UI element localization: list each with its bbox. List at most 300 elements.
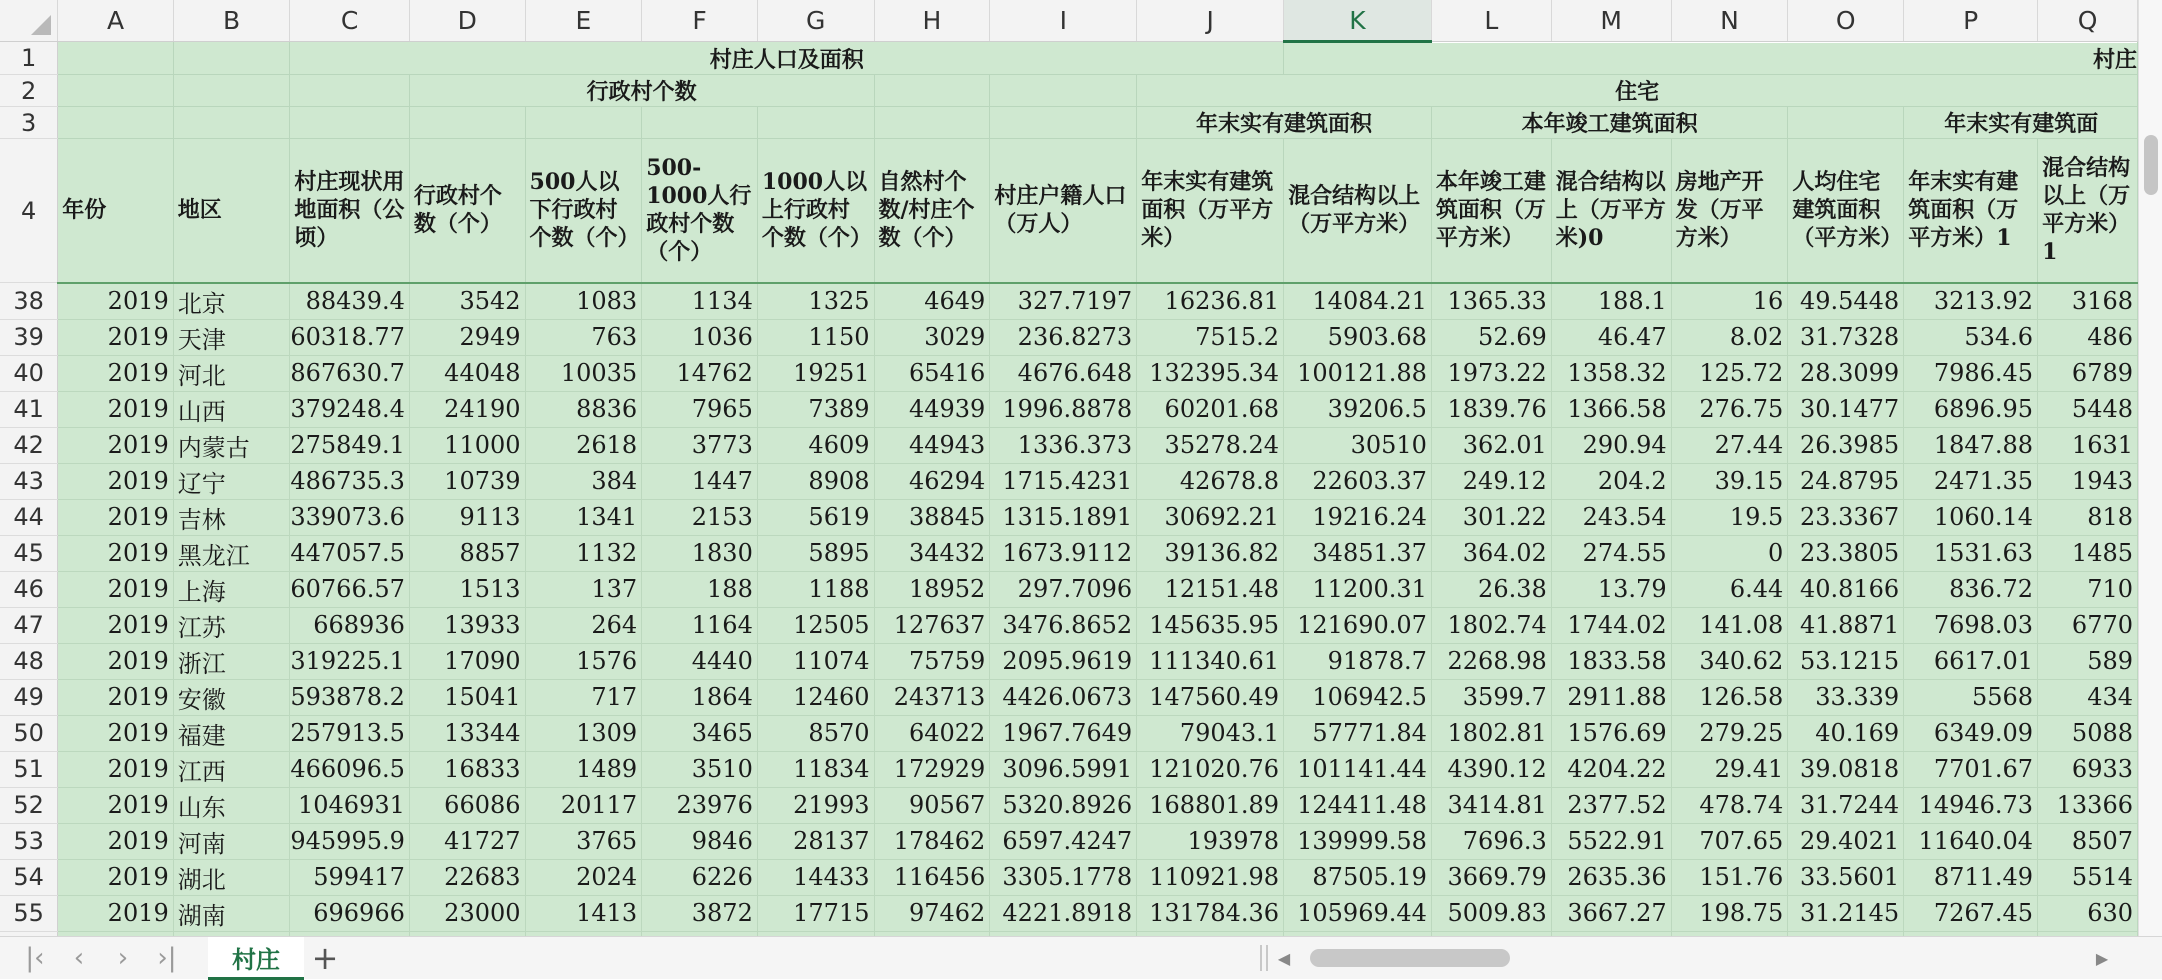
row-number[interactable]: 44 <box>0 499 58 535</box>
row-number[interactable]: 49 <box>0 679 58 715</box>
cell[interactable]: 1744.02 <box>1551 607 1671 643</box>
cell[interactable]: 福建 <box>173 715 290 751</box>
cell[interactable]: 1830 <box>642 535 758 571</box>
cell[interactable]: 2019 <box>58 607 174 643</box>
cell[interactable]: 6597.4247 <box>990 823 1137 859</box>
cell[interactable]: 19.5 <box>1671 499 1788 535</box>
cell[interactable]: 3305.1778 <box>990 859 1137 895</box>
cell[interactable]: 1336.373 <box>990 427 1137 463</box>
row-number[interactable]: 1 <box>0 42 58 75</box>
cell[interactable]: 14762 <box>642 355 758 391</box>
cell[interactable]: 178462 <box>874 823 990 859</box>
row-number[interactable]: 45 <box>0 535 58 571</box>
cell[interactable]: 1447 <box>642 463 758 499</box>
column-header-d[interactable]: D <box>409 0 525 42</box>
cell[interactable]: 836.72 <box>1904 571 2038 607</box>
cell[interactable]: 1358.32 <box>1551 355 1671 391</box>
cell[interactable]: 75759 <box>874 643 990 679</box>
cell[interactable]: 21993 <box>757 787 874 823</box>
cell[interactable]: 6789 <box>2038 355 2138 391</box>
row-number[interactable]: 50 <box>0 715 58 751</box>
row-number[interactable]: 53 <box>0 823 58 859</box>
cell[interactable]: 1489 <box>525 751 642 787</box>
cell[interactable]: 297.7096 <box>990 571 1137 607</box>
cell[interactable]: 5320.8926 <box>990 787 1137 823</box>
cell[interactable]: 14946.73 <box>1904 787 2038 823</box>
cell[interactable]: 9113 <box>409 499 525 535</box>
cell[interactable]: 818 <box>2038 499 2138 535</box>
cell[interactable]: 河南 <box>173 823 290 859</box>
cell[interactable]: 4204.22 <box>1551 751 1671 787</box>
cell[interactable]: 379248.4 <box>290 391 410 427</box>
cell[interactable]: 106942.5 <box>1284 679 1432 715</box>
cell[interactable]: 12460 <box>757 679 874 715</box>
cell[interactable]: 39.0818 <box>1788 751 1904 787</box>
cell[interactable]: 249.12 <box>1431 463 1551 499</box>
row-number[interactable]: 4 <box>0 139 58 283</box>
row-number[interactable]: 38 <box>0 283 58 320</box>
cell[interactable] <box>1788 107 1904 139</box>
cell[interactable]: 486 <box>2038 319 2138 355</box>
column-header-q[interactable]: Q <box>2038 0 2138 42</box>
cell[interactable]: 4649 <box>874 283 990 320</box>
cell[interactable]: 3476.8652 <box>990 607 1137 643</box>
cell[interactable]: 593878.2 <box>290 679 410 715</box>
cell[interactable]: 1864 <box>642 679 758 715</box>
column-header-n[interactable]: N <box>1671 0 1788 42</box>
cell[interactable]: 198.75 <box>1671 895 1788 931</box>
cell[interactable]: 22683 <box>409 859 525 895</box>
cell[interactable]: 5514 <box>2038 859 2138 895</box>
column-label[interactable]: 年份 <box>58 139 174 283</box>
cell[interactable]: 8908 <box>757 463 874 499</box>
cell[interactable]: 137 <box>525 571 642 607</box>
cell[interactable]: 264 <box>525 607 642 643</box>
cell[interactable]: 1833.58 <box>1551 643 1671 679</box>
cell[interactable]: 16236.81 <box>1137 283 1284 320</box>
cell[interactable]: 5522.91 <box>1551 823 1671 859</box>
column-header-h[interactable]: H <box>874 0 990 42</box>
cell[interactable]: 11640.04 <box>1904 823 2038 859</box>
cell[interactable]: 131784.36 <box>1137 895 1284 931</box>
cell[interactable]: 1631 <box>2038 427 2138 463</box>
cell[interactable]: 26.3985 <box>1788 427 1904 463</box>
cell[interactable]: 3096.5991 <box>990 751 1137 787</box>
cell[interactable]: 13344 <box>409 715 525 751</box>
cell[interactable]: 2024 <box>525 859 642 895</box>
cell[interactable]: 243.54 <box>1551 499 1671 535</box>
cell[interactable]: 1060.14 <box>1904 499 2038 535</box>
cell[interactable]: 23.3367 <box>1788 499 1904 535</box>
column-label[interactable]: 1000人以上行政村个数（个） <box>757 139 874 283</box>
cell[interactable]: 内蒙古 <box>173 427 290 463</box>
cell[interactable]: 2019 <box>58 679 174 715</box>
cell[interactable]: 28.3099 <box>1788 355 1904 391</box>
cell[interactable]: 湖北 <box>173 859 290 895</box>
row-number[interactable]: 52 <box>0 787 58 823</box>
cell[interactable]: 101141.44 <box>1284 751 1432 787</box>
cell[interactable]: 20117 <box>525 787 642 823</box>
cell[interactable] <box>173 75 290 107</box>
cell[interactable]: 3872 <box>642 895 758 931</box>
cell[interactable]: 10739 <box>409 463 525 499</box>
cell[interactable]: 2949 <box>409 319 525 355</box>
cell[interactable]: 5903.68 <box>1284 319 1432 355</box>
cell[interactable]: 2618 <box>525 427 642 463</box>
cell[interactable]: 24.8795 <box>1788 463 1904 499</box>
cell[interactable]: 2019 <box>58 499 174 535</box>
cell[interactable]: 6933 <box>2038 751 2138 787</box>
cell[interactable]: 275849.1 <box>290 427 410 463</box>
column-label[interactable]: 房地产开发（万平方米） <box>1671 139 1788 283</box>
cell[interactable]: 14433 <box>757 859 874 895</box>
cell[interactable]: 945995.9 <box>290 823 410 859</box>
row-number[interactable]: 47 <box>0 607 58 643</box>
cell[interactable]: 1973.22 <box>1431 355 1551 391</box>
scroll-right-icon[interactable]: ▶ <box>2095 948 2109 968</box>
column-label[interactable]: 混合结构以上（万平方米）1 <box>2038 139 2138 283</box>
cell[interactable]: 1315.1891 <box>990 499 1137 535</box>
cell[interactable] <box>874 107 990 139</box>
cell[interactable]: 29.4021 <box>1788 823 1904 859</box>
cell[interactable]: 上海 <box>173 571 290 607</box>
cell[interactable]: 589 <box>2038 643 2138 679</box>
cell[interactable]: 243713 <box>874 679 990 715</box>
cell[interactable]: 46.47 <box>1551 319 1671 355</box>
column-header-k[interactable]: K <box>1284 0 1432 42</box>
cell[interactable]: 30.1477 <box>1788 391 1904 427</box>
cell[interactable]: 64022 <box>874 715 990 751</box>
cell[interactable]: 124411.48 <box>1284 787 1432 823</box>
row-number[interactable]: 48 <box>0 643 58 679</box>
cell[interactable]: 1365.33 <box>1431 283 1551 320</box>
cell[interactable]: 141.08 <box>1671 607 1788 643</box>
cell[interactable]: 1996.8878 <box>990 391 1137 427</box>
cell[interactable]: 193978 <box>1137 823 1284 859</box>
cell[interactable]: 2019 <box>58 463 174 499</box>
tab-scroll-splitter[interactable] <box>1260 945 1268 971</box>
cell[interactable] <box>58 42 174 75</box>
cell[interactable] <box>58 75 174 107</box>
cell[interactable]: 1046931 <box>290 787 410 823</box>
cell[interactable]: 279.25 <box>1671 715 1788 751</box>
cell[interactable]: 1309 <box>525 715 642 751</box>
cell[interactable]: 44048 <box>409 355 525 391</box>
cell[interactable]: 110921.98 <box>1137 859 1284 895</box>
cell[interactable]: 599417 <box>290 859 410 895</box>
column-label[interactable]: 村庄户籍人口（万人） <box>990 139 1137 283</box>
cell[interactable]: 763 <box>525 319 642 355</box>
cell[interactable] <box>58 107 174 139</box>
cell[interactable]: 18952 <box>874 571 990 607</box>
row-number[interactable]: 39 <box>0 319 58 355</box>
select-all-corner[interactable] <box>0 0 58 42</box>
cell[interactable]: 1083 <box>525 283 642 320</box>
cell[interactable]: 39136.82 <box>1137 535 1284 571</box>
cell[interactable]: 5895 <box>757 535 874 571</box>
cell[interactable]: 44943 <box>874 427 990 463</box>
cell[interactable]: 16833 <box>409 751 525 787</box>
cell[interactable]: 1967.7649 <box>990 715 1137 751</box>
cell[interactable]: 91878.7 <box>1284 643 1432 679</box>
cell[interactable]: 8570 <box>757 715 874 751</box>
cell[interactable]: 11000 <box>409 427 525 463</box>
year-end-area-title-2[interactable]: 年末实有建筑面 <box>1904 107 2138 139</box>
column-label[interactable]: 自然村个数/村庄个数（个） <box>874 139 990 283</box>
column-label[interactable]: 混合结构以上（万平方米)0 <box>1551 139 1671 283</box>
column-label[interactable]: 年末实有建筑面积（万平方米） <box>1137 139 1284 283</box>
cell[interactable]: 42678.8 <box>1137 463 1284 499</box>
cell[interactable]: 6226 <box>642 859 758 895</box>
vertical-scrollbar[interactable] <box>2138 0 2162 936</box>
cell[interactable]: 276.75 <box>1671 391 1788 427</box>
cell[interactable]: 121020.76 <box>1137 751 1284 787</box>
cell[interactable] <box>757 107 874 139</box>
cell[interactable]: 145635.95 <box>1137 607 1284 643</box>
cell[interactable]: 867630.7 <box>290 355 410 391</box>
column-label[interactable]: 混合结构以上（万平方米） <box>1284 139 1432 283</box>
cell[interactable]: 3414.81 <box>1431 787 1551 823</box>
cell[interactable]: 27.44 <box>1671 427 1788 463</box>
row-number[interactable]: 3 <box>0 107 58 139</box>
cell[interactable]: 30510 <box>1284 427 1432 463</box>
cell[interactable]: 0 <box>1671 535 1788 571</box>
cell[interactable]: 2019 <box>58 427 174 463</box>
cell[interactable]: 139999.58 <box>1284 823 1432 859</box>
column-label[interactable]: 村庄现状用地面积（公顷） <box>290 139 410 283</box>
cell[interactable]: 125.72 <box>1671 355 1788 391</box>
cell[interactable]: 126.58 <box>1671 679 1788 715</box>
vertical-scroll-thumb[interactable] <box>2144 135 2158 195</box>
sheet-tab[interactable]: 村庄 <box>208 937 304 980</box>
column-header-l[interactable]: L <box>1431 0 1551 42</box>
cell[interactable]: 2153 <box>642 499 758 535</box>
cell[interactable]: 34851.37 <box>1284 535 1432 571</box>
cell[interactable] <box>290 107 410 139</box>
cell[interactable]: 8711.49 <box>1904 859 2038 895</box>
cell[interactable]: 327.7197 <box>990 283 1137 320</box>
cell[interactable]: 1325 <box>757 283 874 320</box>
cell[interactable]: 山西 <box>173 391 290 427</box>
cell[interactable]: 13933 <box>409 607 525 643</box>
cell[interactable]: 4676.648 <box>990 355 1137 391</box>
cell[interactable]: 204.2 <box>1551 463 1671 499</box>
cell[interactable]: 1839.76 <box>1431 391 1551 427</box>
cell[interactable]: 1673.9112 <box>990 535 1137 571</box>
cell[interactable]: 4390.12 <box>1431 751 1551 787</box>
cell[interactable]: 1485 <box>2038 535 2138 571</box>
column-header-a[interactable]: A <box>58 0 174 42</box>
cell[interactable]: 2635.36 <box>1551 859 1671 895</box>
cell[interactable]: 29.41 <box>1671 751 1788 787</box>
cell[interactable]: 168801.89 <box>1137 787 1284 823</box>
column-label[interactable]: 500人以下行政村个数（个） <box>525 139 642 283</box>
cell[interactable]: 668936 <box>290 607 410 643</box>
column-header-p[interactable]: P <box>1904 0 2038 42</box>
cell[interactable]: 257913.5 <box>290 715 410 751</box>
cell[interactable]: 11200.31 <box>1284 571 1432 607</box>
add-sheet-icon[interactable]: + <box>311 939 339 977</box>
cell[interactable]: 49.5448 <box>1788 283 1904 320</box>
cell[interactable]: 17090 <box>409 643 525 679</box>
cell[interactable]: 辽宁 <box>173 463 290 499</box>
cell[interactable]: 2019 <box>58 391 174 427</box>
cell[interactable]: 1576.69 <box>1551 715 1671 751</box>
cell[interactable]: 65416 <box>874 355 990 391</box>
column-header-b[interactable]: B <box>173 0 290 42</box>
column-header-f[interactable]: F <box>642 0 758 42</box>
row-number[interactable]: 54 <box>0 859 58 895</box>
cell[interactable]: 41.8871 <box>1788 607 1904 643</box>
cell[interactable]: 188.1 <box>1551 283 1671 320</box>
cell[interactable]: 301.22 <box>1431 499 1551 535</box>
cell[interactable]: 5448 <box>2038 391 2138 427</box>
cell[interactable]: 1513 <box>409 571 525 607</box>
cell[interactable]: 151.76 <box>1671 859 1788 895</box>
column-header-o[interactable]: O <box>1788 0 1904 42</box>
cell[interactable]: 10035 <box>525 355 642 391</box>
cell[interactable]: 6349.09 <box>1904 715 2038 751</box>
cell[interactable]: 38845 <box>874 499 990 535</box>
cell[interactable]: 11074 <box>757 643 874 679</box>
cell[interactable]: 384 <box>525 463 642 499</box>
cell[interactable]: 105969.44 <box>1284 895 1432 931</box>
cell[interactable]: 23.3805 <box>1788 535 1904 571</box>
cell[interactable]: 66086 <box>409 787 525 823</box>
cell[interactable]: 53.1215 <box>1788 643 1904 679</box>
cell[interactable]: 13.79 <box>1551 571 1671 607</box>
cell[interactable]: 1802.74 <box>1431 607 1551 643</box>
cell[interactable]: 7698.03 <box>1904 607 2038 643</box>
cell[interactable]: 6.44 <box>1671 571 1788 607</box>
cell[interactable]: 1531.63 <box>1904 535 2038 571</box>
cell[interactable]: 3669.79 <box>1431 859 1551 895</box>
cell[interactable]: 12505 <box>757 607 874 643</box>
cell[interactable]: 2019 <box>58 643 174 679</box>
cell[interactable]: 7696.3 <box>1431 823 1551 859</box>
column-header-m[interactable]: M <box>1551 0 1671 42</box>
cell[interactable]: 30692.21 <box>1137 499 1284 535</box>
cell[interactable]: 2019 <box>58 535 174 571</box>
cell[interactable]: 23976 <box>642 787 758 823</box>
cell[interactable] <box>990 107 1137 139</box>
column-label[interactable]: 本年竣工建筑面积（万平方米） <box>1431 139 1551 283</box>
cell[interactable]: 1715.4231 <box>990 463 1137 499</box>
cell[interactable]: 127637 <box>874 607 990 643</box>
cell[interactable]: 447057.5 <box>290 535 410 571</box>
cell[interactable]: 河北 <box>173 355 290 391</box>
cell[interactable]: 41727 <box>409 823 525 859</box>
cell[interactable] <box>642 107 758 139</box>
cell[interactable]: 2095.9619 <box>990 643 1137 679</box>
cell[interactable]: 3542 <box>409 283 525 320</box>
cell[interactable]: 717 <box>525 679 642 715</box>
cell[interactable]: 2019 <box>58 859 174 895</box>
cell[interactable]: 188 <box>642 571 758 607</box>
cell[interactable]: 340.62 <box>1671 643 1788 679</box>
cell[interactable]: 31.2145 <box>1788 895 1904 931</box>
column-label[interactable]: 年末实有建筑面积（万平方米）1 <box>1904 139 2038 283</box>
cell[interactable]: 6896.95 <box>1904 391 2038 427</box>
cell[interactable] <box>874 75 990 107</box>
cell[interactable]: 9846 <box>642 823 758 859</box>
cell[interactable]: 11834 <box>757 751 874 787</box>
column-header-j[interactable]: J <box>1137 0 1284 42</box>
cell[interactable]: 4440 <box>642 643 758 679</box>
cell[interactable]: 5088 <box>2038 715 2138 751</box>
cell[interactable]: 5568 <box>1904 679 2038 715</box>
cell[interactable]: 60201.68 <box>1137 391 1284 427</box>
column-label[interactable]: 人均住宅建筑面积（平方米） <box>1788 139 1904 283</box>
housing-title[interactable]: 住宅 <box>1137 75 2138 107</box>
cell[interactable]: 16 <box>1671 283 1788 320</box>
cell[interactable]: 北京 <box>173 283 290 320</box>
cell[interactable]: 111340.61 <box>1137 643 1284 679</box>
cell[interactable]: 90567 <box>874 787 990 823</box>
cell[interactable]: 1576 <box>525 643 642 679</box>
cell[interactable] <box>173 42 290 75</box>
cell[interactable]: 2019 <box>58 751 174 787</box>
cell[interactable]: 19251 <box>757 355 874 391</box>
cell[interactable]: 60766.57 <box>290 571 410 607</box>
cell[interactable]: 7986.45 <box>1904 355 2038 391</box>
cell[interactable]: 3465 <box>642 715 758 751</box>
cell[interactable]: 1150 <box>757 319 874 355</box>
cell[interactable]: 40.8166 <box>1788 571 1904 607</box>
cell[interactable]: 7701.67 <box>1904 751 2038 787</box>
cell[interactable]: 3667.27 <box>1551 895 1671 931</box>
cell[interactable]: 34432 <box>874 535 990 571</box>
cell[interactable]: 364.02 <box>1431 535 1551 571</box>
cell[interactable]: 1341 <box>525 499 642 535</box>
row-number[interactable]: 40 <box>0 355 58 391</box>
cell[interactable]: 5009.83 <box>1431 895 1551 931</box>
cell[interactable]: 1943 <box>2038 463 2138 499</box>
cell[interactable]: 290.94 <box>1551 427 1671 463</box>
cell[interactable]: 534.6 <box>1904 319 2038 355</box>
cell[interactable] <box>173 107 290 139</box>
cell[interactable]: 26.38 <box>1431 571 1551 607</box>
cell[interactable]: 132395.34 <box>1137 355 1284 391</box>
first-sheet-icon[interactable]: |‹ <box>25 943 45 973</box>
horizontal-scrollbar[interactable] <box>1274 945 2112 971</box>
cell[interactable]: 黑龙江 <box>173 535 290 571</box>
cell[interactable]: 1188 <box>757 571 874 607</box>
cell[interactable]: 44939 <box>874 391 990 427</box>
cell[interactable]: 31.7328 <box>1788 319 1904 355</box>
cell[interactable]: 4426.0673 <box>990 679 1137 715</box>
cell[interactable]: 3765 <box>525 823 642 859</box>
cell[interactable]: 1134 <box>642 283 758 320</box>
cell[interactable]: 362.01 <box>1431 427 1551 463</box>
cell[interactable]: 1413 <box>525 895 642 931</box>
cell[interactable]: 1802.81 <box>1431 715 1551 751</box>
column-header-e[interactable]: E <box>525 0 642 42</box>
column-header-i[interactable]: I <box>990 0 1137 42</box>
cell[interactable]: 7267.45 <box>1904 895 2038 931</box>
cell[interactable]: 3168 <box>2038 283 2138 320</box>
cell[interactable]: 2019 <box>58 355 174 391</box>
cell[interactable]: 2019 <box>58 283 174 320</box>
cell[interactable]: 12151.48 <box>1137 571 1284 607</box>
cell[interactable]: 5619 <box>757 499 874 535</box>
cell[interactable]: 4221.8918 <box>990 895 1137 931</box>
cell[interactable]: 1366.58 <box>1551 391 1671 427</box>
cell[interactable]: 2019 <box>58 823 174 859</box>
cell[interactable]: 274.55 <box>1551 535 1671 571</box>
cell[interactable]: 2377.52 <box>1551 787 1671 823</box>
cell[interactable]: 22603.37 <box>1284 463 1432 499</box>
